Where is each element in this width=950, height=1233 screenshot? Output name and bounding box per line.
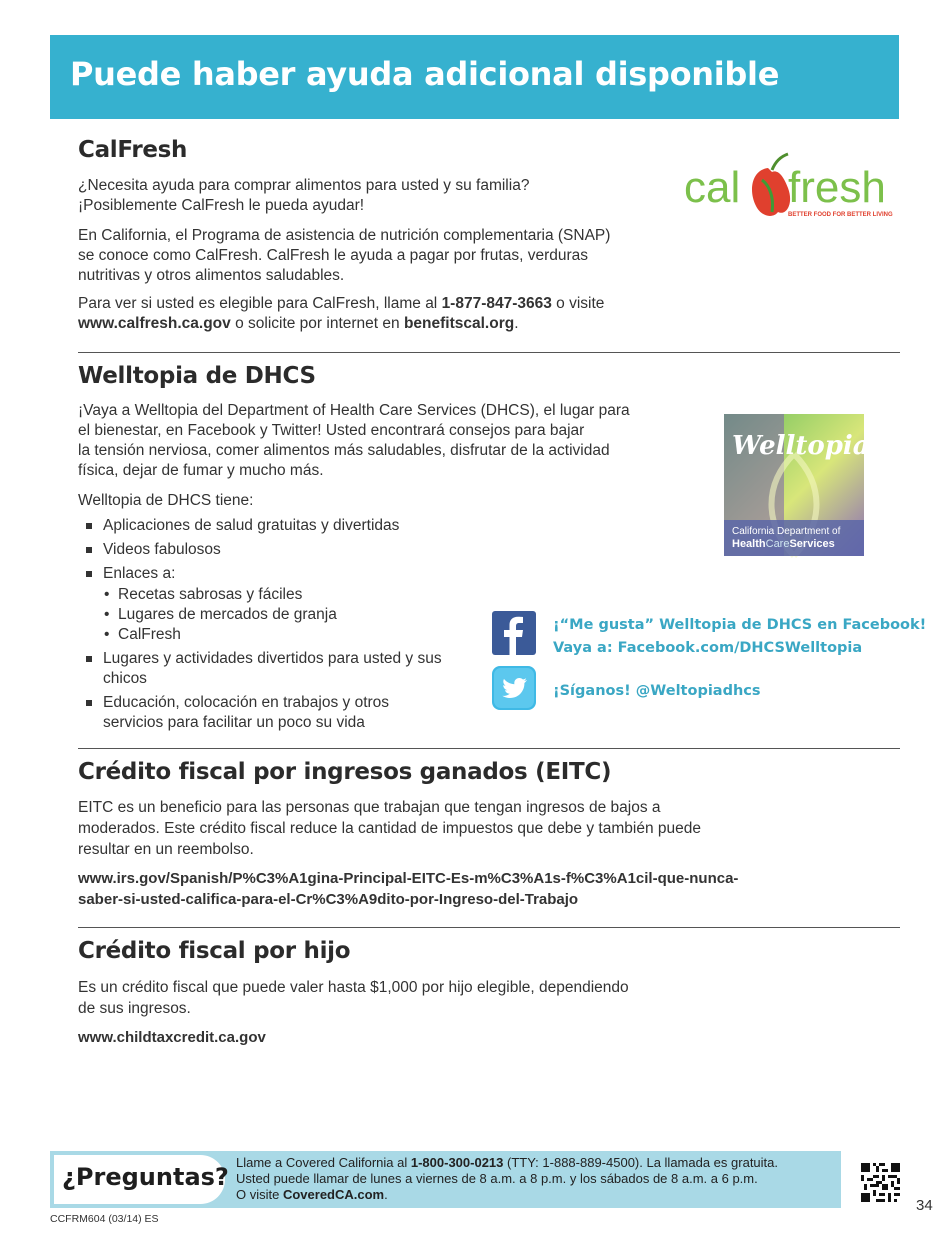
facebook-line1: ¡“Me gusta” Welltopia de DHCS en Facebook! (553, 617, 927, 633)
contact-hours: Usted puede llamar de lunes a viernes de 8 a.m. a 8 p.m. y los sábados de 8 a.m. a 6 p.m. (236, 1171, 758, 1186)
eitc-description (78, 797, 701, 860)
calfresh-section (78, 137, 187, 163)
questions-label-box (54, 1155, 229, 1204)
divider (78, 352, 900, 353)
list-item (78, 540, 448, 560)
calfresh-contact (78, 294, 604, 334)
divider (78, 748, 900, 749)
list-item-text: Educación, colocación en trabajos y otros servicios para facilitar un poco su vida (103, 694, 390, 731)
calfresh-desc-line3: nutritivas y otros alimentos saludables. (78, 267, 345, 284)
list-item (78, 516, 448, 536)
calfresh-phone: 1-877-847-3663 (441, 295, 552, 312)
calfresh-logo-text-right: fresh (788, 163, 886, 212)
header-banner (50, 35, 899, 119)
contact-period: . (384, 1187, 388, 1202)
svg-text:HealthCareServices (732, 538, 835, 550)
sublist-item: • Lugares de mercados de granja (103, 605, 448, 625)
divider (78, 927, 900, 928)
calfresh-desc-line2: se conoce como CalFresh. CalFresh le ayuda a pagar por frutas, verduras (78, 247, 589, 264)
calfresh-heading: CalFresh (78, 137, 188, 163)
links-sublist (103, 585, 448, 645)
welltopia-desc-line3: la tensión nerviosa, comer alimentos más saludables, disfrutar de la actividad (78, 442, 610, 459)
calfresh-website-link[interactable]: www.calfresh.ca.gov (78, 315, 231, 332)
eitc-heading: Crédito fiscal por ingresos ganados (EITC) (78, 759, 612, 785)
calfresh-logo-text-left: cal (684, 163, 741, 212)
questions-bar (50, 1151, 841, 1208)
list-item-text: Enlaces a: (103, 565, 176, 582)
twitter-icon[interactable] (492, 666, 536, 710)
calfresh-intro-line1: ¿Necesita ayuda para comprar alimentos para usted y su familia? (78, 177, 530, 194)
welltopia-logo-line1: California Department of (732, 526, 841, 537)
welltopia-section (78, 363, 316, 389)
contact-tty: (TTY: 1-888-889-4500). La llamada es gratuita. (503, 1155, 778, 1170)
welltopia-logo-services: Services (789, 538, 835, 550)
list-item-text: Aplicaciones de salud gratuitas y divertidas (103, 517, 400, 534)
welltopia-feature-list (78, 516, 448, 737)
calfresh-intro-line2: ¡Posiblemente CalFresh le pueda ayudar! (78, 197, 365, 214)
childtaxcredit-link[interactable]: www.childtaxcredit.ca.gov (78, 1029, 266, 1046)
qr-code-icon (861, 1163, 900, 1202)
list-item (78, 564, 448, 645)
calfresh-contact-text2: o visite (551, 295, 605, 312)
questions-label: ¿Preguntas? (62, 1163, 229, 1191)
calfresh-logo-tagline: BETTER FOOD FOR BETTER LIVING (788, 212, 893, 218)
contact-text: Llame a Covered California al (236, 1155, 411, 1170)
sublist-item: • CalFresh (103, 625, 448, 645)
child-credit-url[interactable] (78, 1027, 266, 1048)
welltopia-description (78, 401, 630, 481)
welltopia-desc-line2: el bienestar, en Facebook y Twitter! Usted encontrará consejos para bajar (78, 422, 585, 439)
welltopia-desc-line1: ¡Vaya a Welltopia del Department of Health Care Services (DHCS), el lugar para (78, 402, 630, 419)
facebook-icon[interactable] (492, 611, 536, 655)
eitc-desc-line2: moderados. Este crédito fiscal reduce la cantidad de impuestos que debe y también puede (78, 820, 701, 837)
eitc-url[interactable] (78, 868, 738, 910)
calfresh-logo (682, 150, 893, 222)
page-title: Puede haber ayuda adicional disponible (70, 55, 780, 93)
welltopia-logo-health: Health (732, 538, 766, 550)
child-credit-description (78, 977, 629, 1019)
apple-icon (752, 154, 790, 216)
child-desc-line2: de sus ingresos. (78, 1000, 191, 1017)
eitc-section (78, 759, 611, 785)
contact-info (236, 1155, 778, 1203)
twitter-link[interactable] (553, 680, 761, 703)
benefitscal-link[interactable]: benefitscal.org (403, 315, 515, 332)
contact-visit: O visite (236, 1187, 283, 1202)
calfresh-desc-line1: En California, el Programa de asistencia de nutrición complementaria (SNAP) (78, 227, 611, 244)
eitc-desc-line3: resultar en un reembolso. (78, 841, 254, 858)
eitc-url-line1[interactable]: www.irs.gov/Spanish/P%C3%A1gina-Principal-EITC-Es-m%C3%A1s-f%C3%A1cil-que-nunca- (78, 870, 739, 887)
calfresh-description (78, 226, 610, 286)
twitter-handle[interactable]: ¡Síganos! @Weltopiadhcs (553, 683, 761, 699)
welltopia-desc-line4: física, dejar de fumar y mucho más. (78, 462, 324, 479)
welltopia-intro-text: Welltopia de DHCS tiene: (78, 492, 254, 509)
welltopia-logo (724, 414, 870, 556)
list-item (78, 649, 448, 689)
coveredca-link[interactable]: CoveredCA.com (282, 1187, 385, 1202)
list-item (78, 693, 448, 733)
sublist-item: • Recetas sabrosas y fáciles (103, 585, 448, 605)
welltopia-heading: Welltopia de DHCS (78, 363, 316, 389)
welltopia-intro (78, 491, 253, 511)
calfresh-intro (78, 176, 529, 216)
facebook-link[interactable] (553, 614, 926, 660)
eitc-desc-line1: EITC es un beneficio para las personas que trabajan que tengan ingresos de bajos a (78, 799, 661, 816)
page-number: 34 (916, 1197, 933, 1214)
child-credit-heading: Crédito fiscal por hijo (78, 938, 351, 964)
welltopia-logo-care: Care (765, 538, 790, 550)
child-credit-section (78, 938, 350, 964)
welltopia-logo-title: Welltopia (732, 431, 870, 461)
calfresh-contact-text3: o solicite por internet en (230, 315, 404, 332)
calfresh-contact-text: Para ver si usted es elegible para CalFresh, llame al (78, 295, 442, 312)
facebook-line2[interactable]: Vaya a: Facebook.com/DHCSWelltopia (553, 640, 863, 656)
list-item-text: Lugares y actividades divertidos para usted y sus chicos (103, 650, 442, 687)
covered-ca-phone: 1-800-300-0213 (410, 1155, 504, 1170)
form-id: CCFRM604 (03/14) ES (50, 1213, 159, 1225)
eitc-url-line2[interactable]: saber-si-usted-califica-para-el-Cr%C3%A9dito-por-Ingreso-del-Trabajo (78, 891, 579, 908)
list-item-text: Videos fabulosos (103, 541, 221, 558)
calfresh-period: . (514, 315, 519, 332)
child-desc-line1: Es un crédito fiscal que puede valer hasta $1,000 por hijo elegible, dependiendo (78, 979, 629, 996)
